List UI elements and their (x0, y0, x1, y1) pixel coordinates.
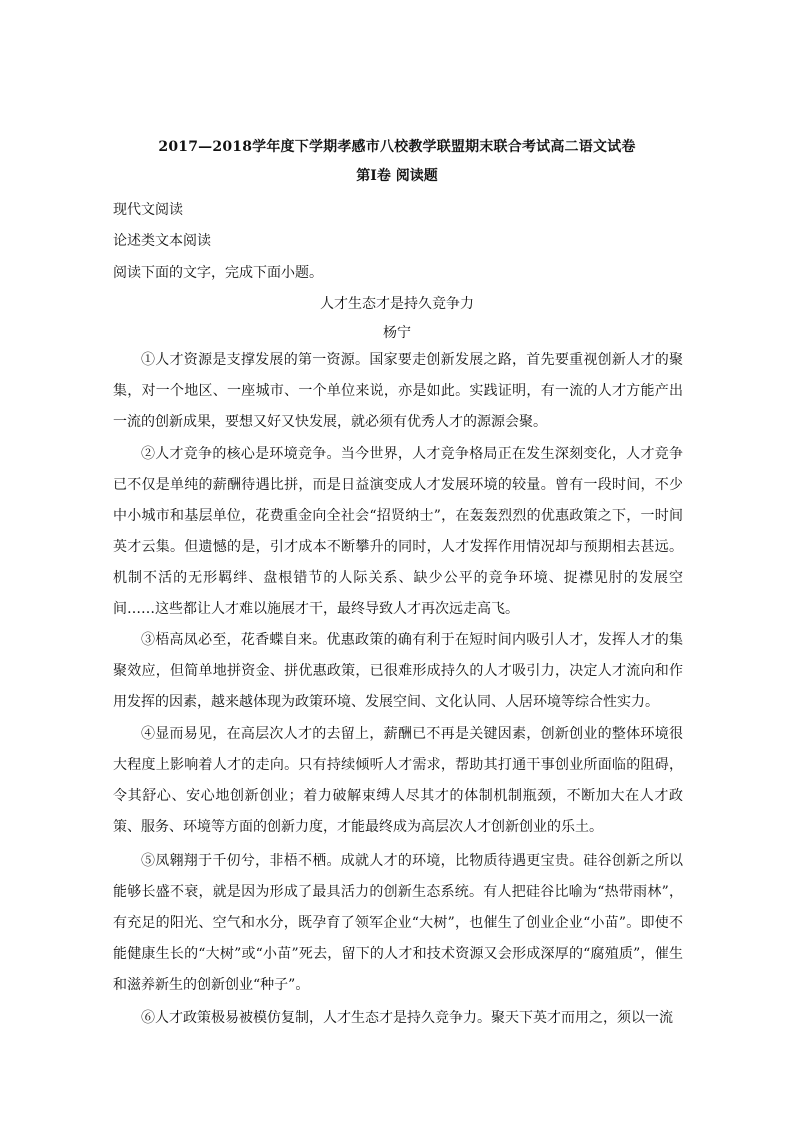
reading-instruction: 阅读下面的文字，完成下面小题。 (113, 265, 323, 281)
paragraph-3: ③梧高凤必至，花香蝶自来。优惠政策的确有利于在短时间内吸引人才，发挥人才的集聚效应，但简单地拼资金、拼优惠政策，已很难形成持久的人才吸引力，决定人才流向和作用发挥的因素，越来越体现为政策环境、发展空间、文化认同、人居环境等综合性实力。 (113, 632, 683, 710)
paragraph-2: ②人才竞争的核心是环境竞争。当今世界，人才竞争格局正在发生深刻变化，人才竞争已不仅是单纯的薪酬待遇比拼，而是日益演变成人才发展环境的较量。曾有一段时间，不少中小城市和基层单位，花费重金向全社会“招贤纳士”，在轰轰烈烈的优惠政策之下，一时间英才云集。但遗憾的是，引才成本不断攀升的同时，人才发挥作用情况却与预期相去甚远。机制不活的无形羁绊、盘根错节的人际关系、缺少公平的竞争环境、捉襟见肘的发展空间……这些都让人才难以施展才干，最终导致人才再次远走高飞。 (113, 446, 683, 617)
section-heading-argumentative: 论述类文本阅读 (113, 233, 211, 249)
article-title: 人才生态才是持久竞争力 (320, 296, 474, 312)
paragraph-4: ④显而易见，在高层次人才的去留上，薪酬已不再是关键因素，创新创业的整体环境很大程度上影响着人才的走向。只有持续倾听人才需求，帮助其打通干事创业所面临的阻碍，令其舒心、安心地创新创业；着力破解束缚人尽其才的体制机制瓶颈，不断加大在人才政策、服务、环境等方面的创新力度，才能最终成为高层次人才创新创业的乐土。 (113, 726, 683, 835)
paragraph-1: ①人才资源是支撑发展的第一资源。国家要走创新发展之路，首先要重视创新人才的聚集，对一个地区、一座城市、一个单位来说，亦是如此。实践证明，有一流的人才方能产出一流的创新成果，要想又好又快发展，就必须有优秀人才的源源会聚。 (113, 352, 683, 430)
section-heading-modern-text: 现代文阅读 (113, 202, 183, 218)
paragraph-6: ⑥人才政策极易被模仿复制，人才生态才是持久竞争力。聚天下英才而用之，须以一流 (141, 1010, 673, 1026)
exam-title: 2017—2018学年度下学期孝感市八校教学联盟期末联合考试高二语文试卷 (158, 139, 636, 155)
article-author: 杨宁 (383, 325, 411, 341)
section-title: 第Ⅰ卷 阅读题 (356, 168, 438, 184)
paragraph-5: ⑤凤翱翔于千仞兮，非梧不栖。成就人才的环境，比物质待遇更宝贵。硅谷创新之所以能够长盛不衰，就是因为形成了最具活力的创新生态系统。有人把硅谷比喻为“热带雨林”，有充足的阳光、空气和水分，既孕育了领军企业“大树”，也催生了创业企业“小苗”。即使不能健康生长的“大树”或“小苗”死去，留下的人才和技术资源又会形成深厚的“腐殖质”，催生和滋养新生的创新创业“种子”。 (113, 853, 683, 993)
